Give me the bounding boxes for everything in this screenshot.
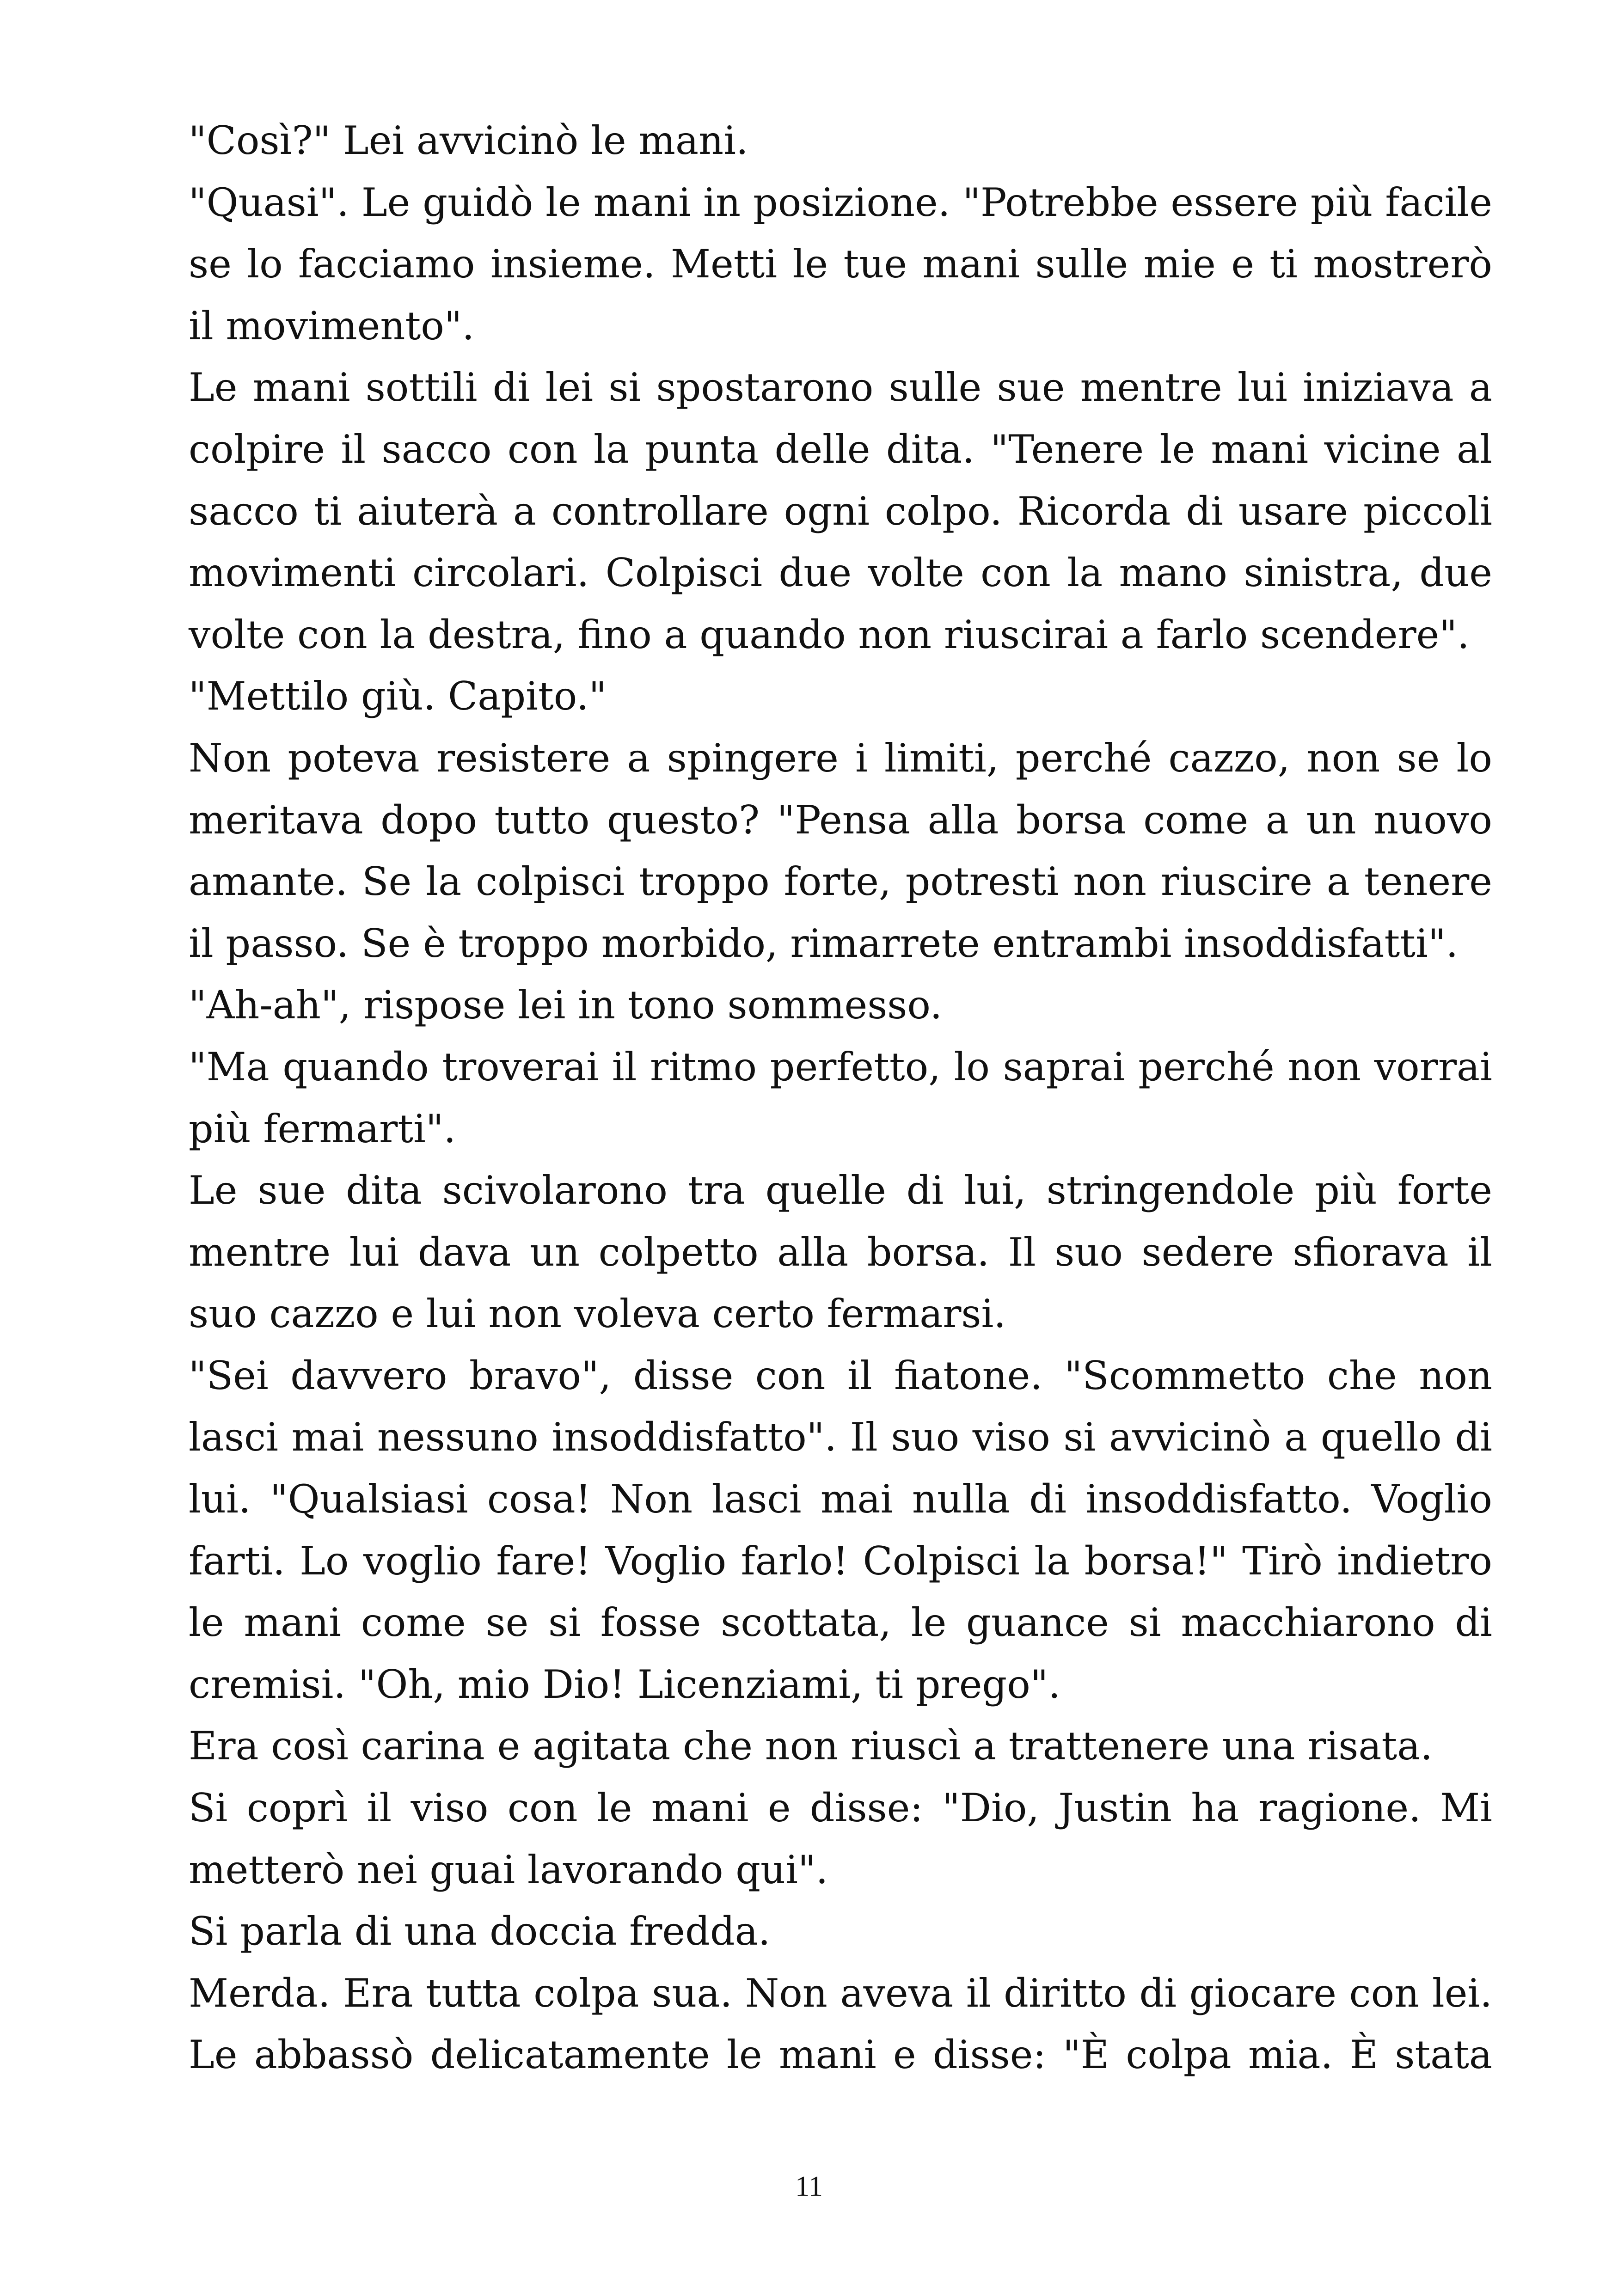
paragraph: "Così?" Lei avvicinò le mani. xyxy=(189,118,748,163)
paragraph: "Quasi". Le guidò le mani in posizione. "Potrebbe essere più facile se lo facciamo insieme. Metti le tue mani sulle mie e ti mostrerò il movimento". xyxy=(189,179,1492,349)
body-text xyxy=(189,110,1492,2086)
paragraph: Si parla di una doccia fredda. xyxy=(189,1909,771,1954)
paragraph: Le mani sottili di lei si spostarono sulle sue mentre lui iniziava a colpire il sacco con la punta delle dita. "Tenere le mani vicine al sacco ti aiuterà a controllare ogni colpo. Ricorda di usare piccoli movimenti circolari. Colpisci due volte con la mano sinistra, due volte con la destra, fino a quando non riuscirai a farlo scendere". xyxy=(189,365,1492,657)
paragraph: "Ah-ah", rispose lei in tono sommesso. xyxy=(189,982,943,1028)
paragraph: Le sue dita scivolarono tra quelle di lui, stringendole più forte mentre lui dava un colpetto alla borsa. Il suo sedere sfiorava il suo cazzo e lui non voleva certo fermarsi. xyxy=(189,1168,1492,1337)
paragraph: Non poteva resistere a spingere i limiti, perché cazzo, non se lo meritava dopo tutto questo? "Pensa alla borsa come a un nuovo amante. Se la colpisci troppo forte, potresti non riuscire a tenere il passo. Se è troppo morbido, rimarrete entrambi insoddisfatti". xyxy=(189,735,1492,966)
paragraph: "Sei davvero bravo", disse con il fiatone. "Scommetto che non lasci mai nessuno insoddisfatto". Il suo viso si avvicinò a quello di lui. "Qualsiasi cosa! Non lasci mai nulla di insoddisfatto. Voglio farti. Lo voglio fare! Voglio farlo! Colpisci la borsa!" Tirò indietro le mani come se si fosse scottata, le guance si macchiarono di cremisi. "Oh, mio Dio! Licenziami, ti prego". xyxy=(189,1353,1492,1707)
paragraph: Era così carina e agitata che non riuscì a trattenere una risata. xyxy=(189,1723,1433,1769)
paragraph: "Mettilo giù. Capito." xyxy=(189,673,607,719)
paragraph: Si coprì il viso con le mani e disse: "Dio, Justin ha ragione. Mi metterò nei guai lavorando qui". xyxy=(189,1785,1492,1892)
page-number: 11 xyxy=(795,2171,823,2202)
paragraph: Merda. Era tutta colpa sua. Non aveva il diritto di giocare con lei. Le abbassò delicatamente le mani e disse: "È colpa mia. È stata xyxy=(189,1970,1492,2078)
paragraph: "Ma quando troverai il ritmo perfetto, lo saprai perché non vorrai più fermarti". xyxy=(189,1044,1492,1151)
